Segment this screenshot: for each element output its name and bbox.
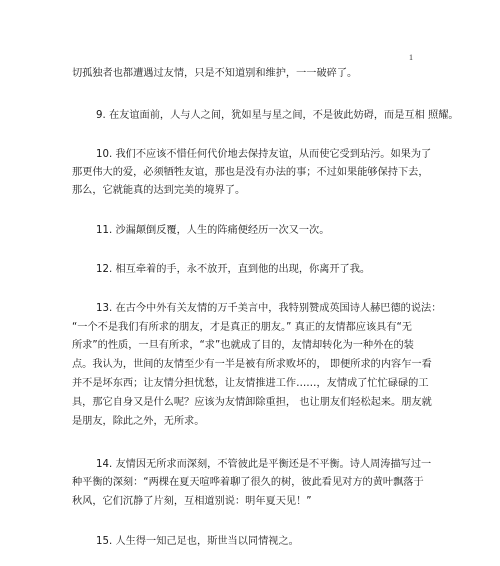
text-line: 10. 我们不应该不惜任何代价地去保持友谊，从而使它受到玷污。如果为了 [96,149,432,160]
text-line: 秋风，它们沉静了片刻，互相道别说：明年夏天见！” [72,496,312,507]
text-line: 切孤独者也都遭遇过友情，只是不知道别和维护，一一破碎了。 [72,68,358,79]
text-line: 所求”的性质，一旦有所求，“求”也就成了目的，友情却转化为一种外在的装 [72,340,414,351]
text-line: 那更伟大的爱，必须牺牲友谊，那也是没有办法的事；不过如果能够保持下去， [72,167,429,178]
text-line: 是朋友，除此之外，无所求。 [72,416,205,427]
text-line: “一个不是我们有所求的朋友，才是真正的朋友。” 真正的友情都应该具有“无 [72,322,412,333]
text-line: 种平衡的深刻：“两棵在夏天喧哗着聊了很久的树，彼此看见对方的黄叶飘落于 [72,477,424,488]
page-number: 1 [409,53,413,62]
text-line: 具，那它自身又是什么呢？应该为友情卸除重担， 也让朋友们轻松起来。朋友就 [72,397,432,408]
text-line: 14. 友情因无所求而深刻，不管彼此是平衡还是不平衡。诗人周涛描写过一 [96,459,432,470]
text-line: 点。我认为，世间的友情至少有一半是被有所求败坏的， 即便所求的内容乍一看 [72,359,432,370]
text-line: 13. 在古今中外有关友情的万千美言中，我特别赞成英国诗人赫巴德的说法： [96,303,442,314]
text-line: 15. 人生得一知己足也，斯世当以同情视之。 [96,536,299,547]
text-line: 9. 在友谊面前，人与人之间，犹如星与星之间，不是彼此妨碍，而是互相 照耀。 [96,110,459,121]
text-line: 并不是坏东西；让友情分担忧愁，让友情推进工作……，友情成了忙忙碌碌的工 [72,378,429,389]
text-line: 11. 沙漏颠倒反覆，人生的阵痛便经历一次又一次。 [96,225,330,236]
text-line: 那么，它就能真的达到完美的境界了。 [72,185,246,196]
text-line: 12. 相互牵着的手，永不放开，直到他的出现，你离开了我。 [96,264,371,275]
